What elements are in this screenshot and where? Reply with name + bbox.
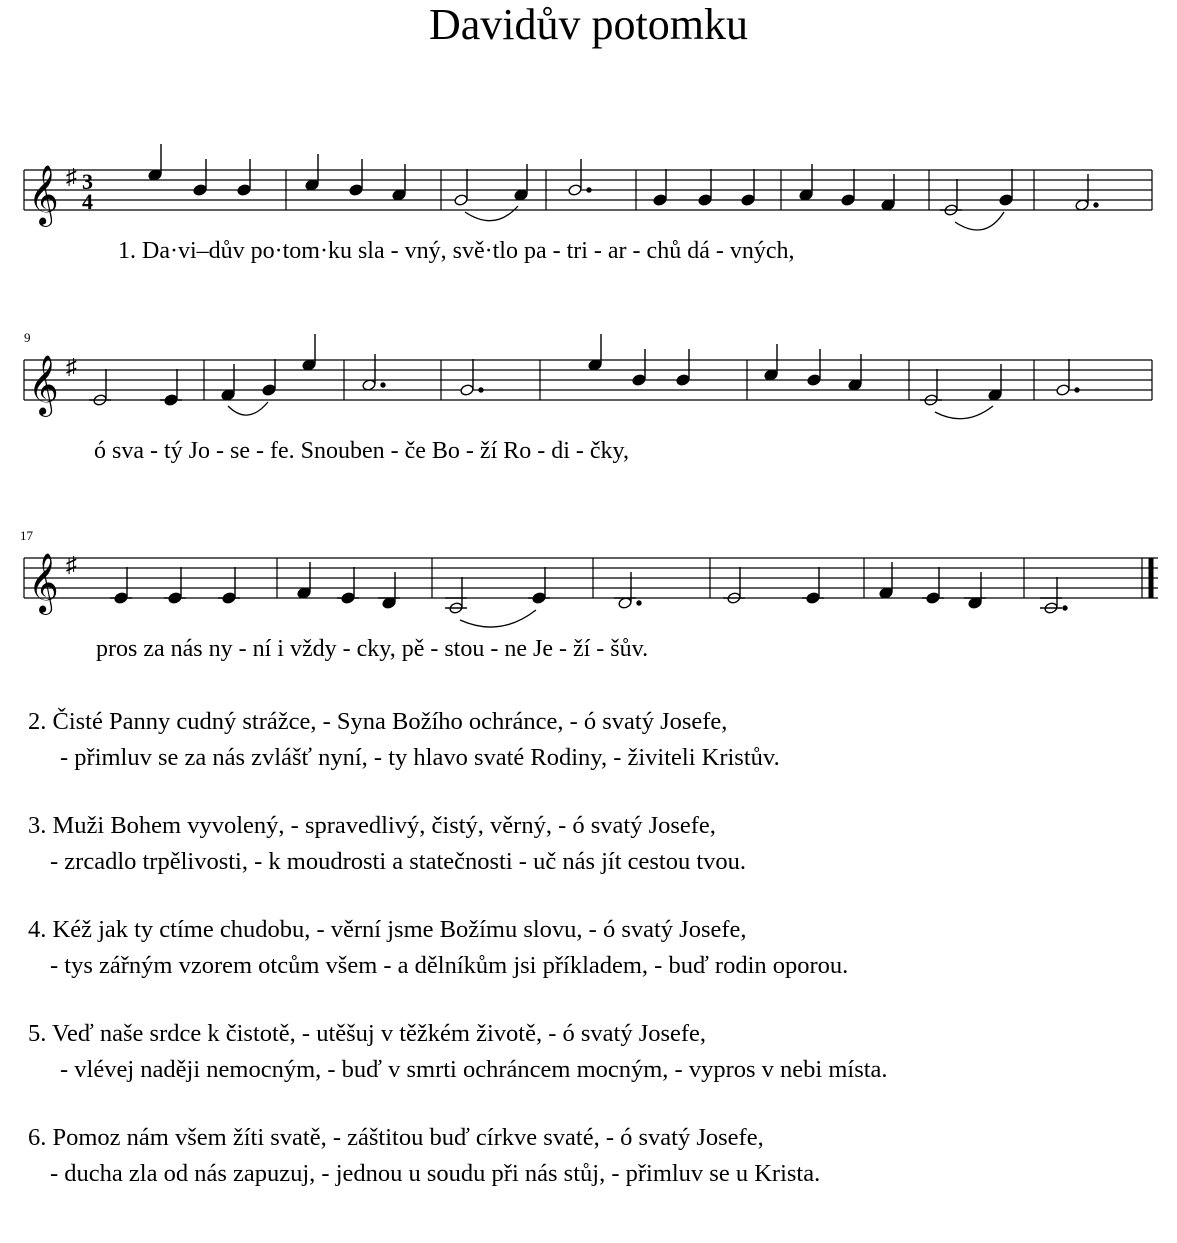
verse-3 xyxy=(28,808,888,880)
sharp-icon: ♯ xyxy=(66,354,77,379)
treble-clef-icon: 𝄞 xyxy=(28,555,59,612)
verse-4 xyxy=(28,912,888,984)
verse-line: - zrcadlo trpělivosti, - k moudrosti a statečnosti - uč nás jít cestou tvou. xyxy=(50,848,747,875)
staff-3-notation xyxy=(0,528,1177,612)
lyrics-line-3: pros za nás ny - ní i vždy - cky, pě - stou - ne Je - ží - šův. xyxy=(96,636,649,662)
sharp-icon: ♯ xyxy=(66,164,77,189)
treble-clef-icon: 𝄞 xyxy=(28,357,59,414)
measure-number: 17 xyxy=(20,528,33,543)
verse-2 xyxy=(28,704,888,776)
svg-text:4: 4 xyxy=(82,189,93,214)
verse-5 xyxy=(28,1016,888,1088)
verse-line: - přimluv se za nás zvlášť nyní, - ty hlavo svaté Rodiny, - živiteli Kristův. xyxy=(60,744,780,771)
verse-line: - ducha zla od nás zapuzuj, - jednou u soudu při nás stůj, - přimluv se u Krista. xyxy=(50,1160,821,1187)
staff-1-notation xyxy=(0,150,1177,230)
verse-line: 6. Pomoz nám všem žíti svatě, - záštitou buď církve svaté, - ó svatý Josefe, xyxy=(28,1124,764,1151)
verse-line: - vlévej naději nemocným, - buď v smrti ochráncem mocným, - vypros v nebi místa. xyxy=(60,1056,888,1083)
staff-2-notation xyxy=(0,330,1177,414)
verse-line: 4. Kéž jak ty ctíme chudobu, - věrní jsme Božímu slovu, - ó svatý Josefe, xyxy=(28,916,747,943)
verse-line: 3. Muži Bohem vyvolený, - spravedlivý, čistý, věrný, - ó svatý Josefe, xyxy=(28,812,716,839)
verse-6 xyxy=(28,1120,888,1192)
verse-line: 5. Veď naše srdce k čistotě, - utěšuj v těžkém životě, - ó svatý Josefe, xyxy=(28,1020,707,1047)
verses-section xyxy=(28,704,888,1224)
verse-line: - tys zářným vzorem otcům všem - a dělníkům jsi příkladem, - buď rodin oporou. xyxy=(50,952,849,979)
song-title: Davidův potomku xyxy=(429,0,748,49)
lyrics-line-2: ó sva - tý Jo - se - fe. Snouben - če Bo - ží Ro - di - čky, xyxy=(94,438,629,464)
lyrics-line-1: 1. Da·vi–dův po·tom·ku sla - vný, svě·tlo pa - tri - ar - chů dá - vných, xyxy=(118,238,795,264)
measure-number: 9 xyxy=(24,330,31,345)
sharp-icon: ♯ xyxy=(66,552,77,577)
treble-clef-icon: 𝄞 xyxy=(28,167,59,224)
verse-line: 2. Čisté Panny cudný strážce, - Syna Božího ochránce, - ó svatý Josefe, xyxy=(28,708,728,735)
svg-text:3: 3 xyxy=(82,169,93,194)
